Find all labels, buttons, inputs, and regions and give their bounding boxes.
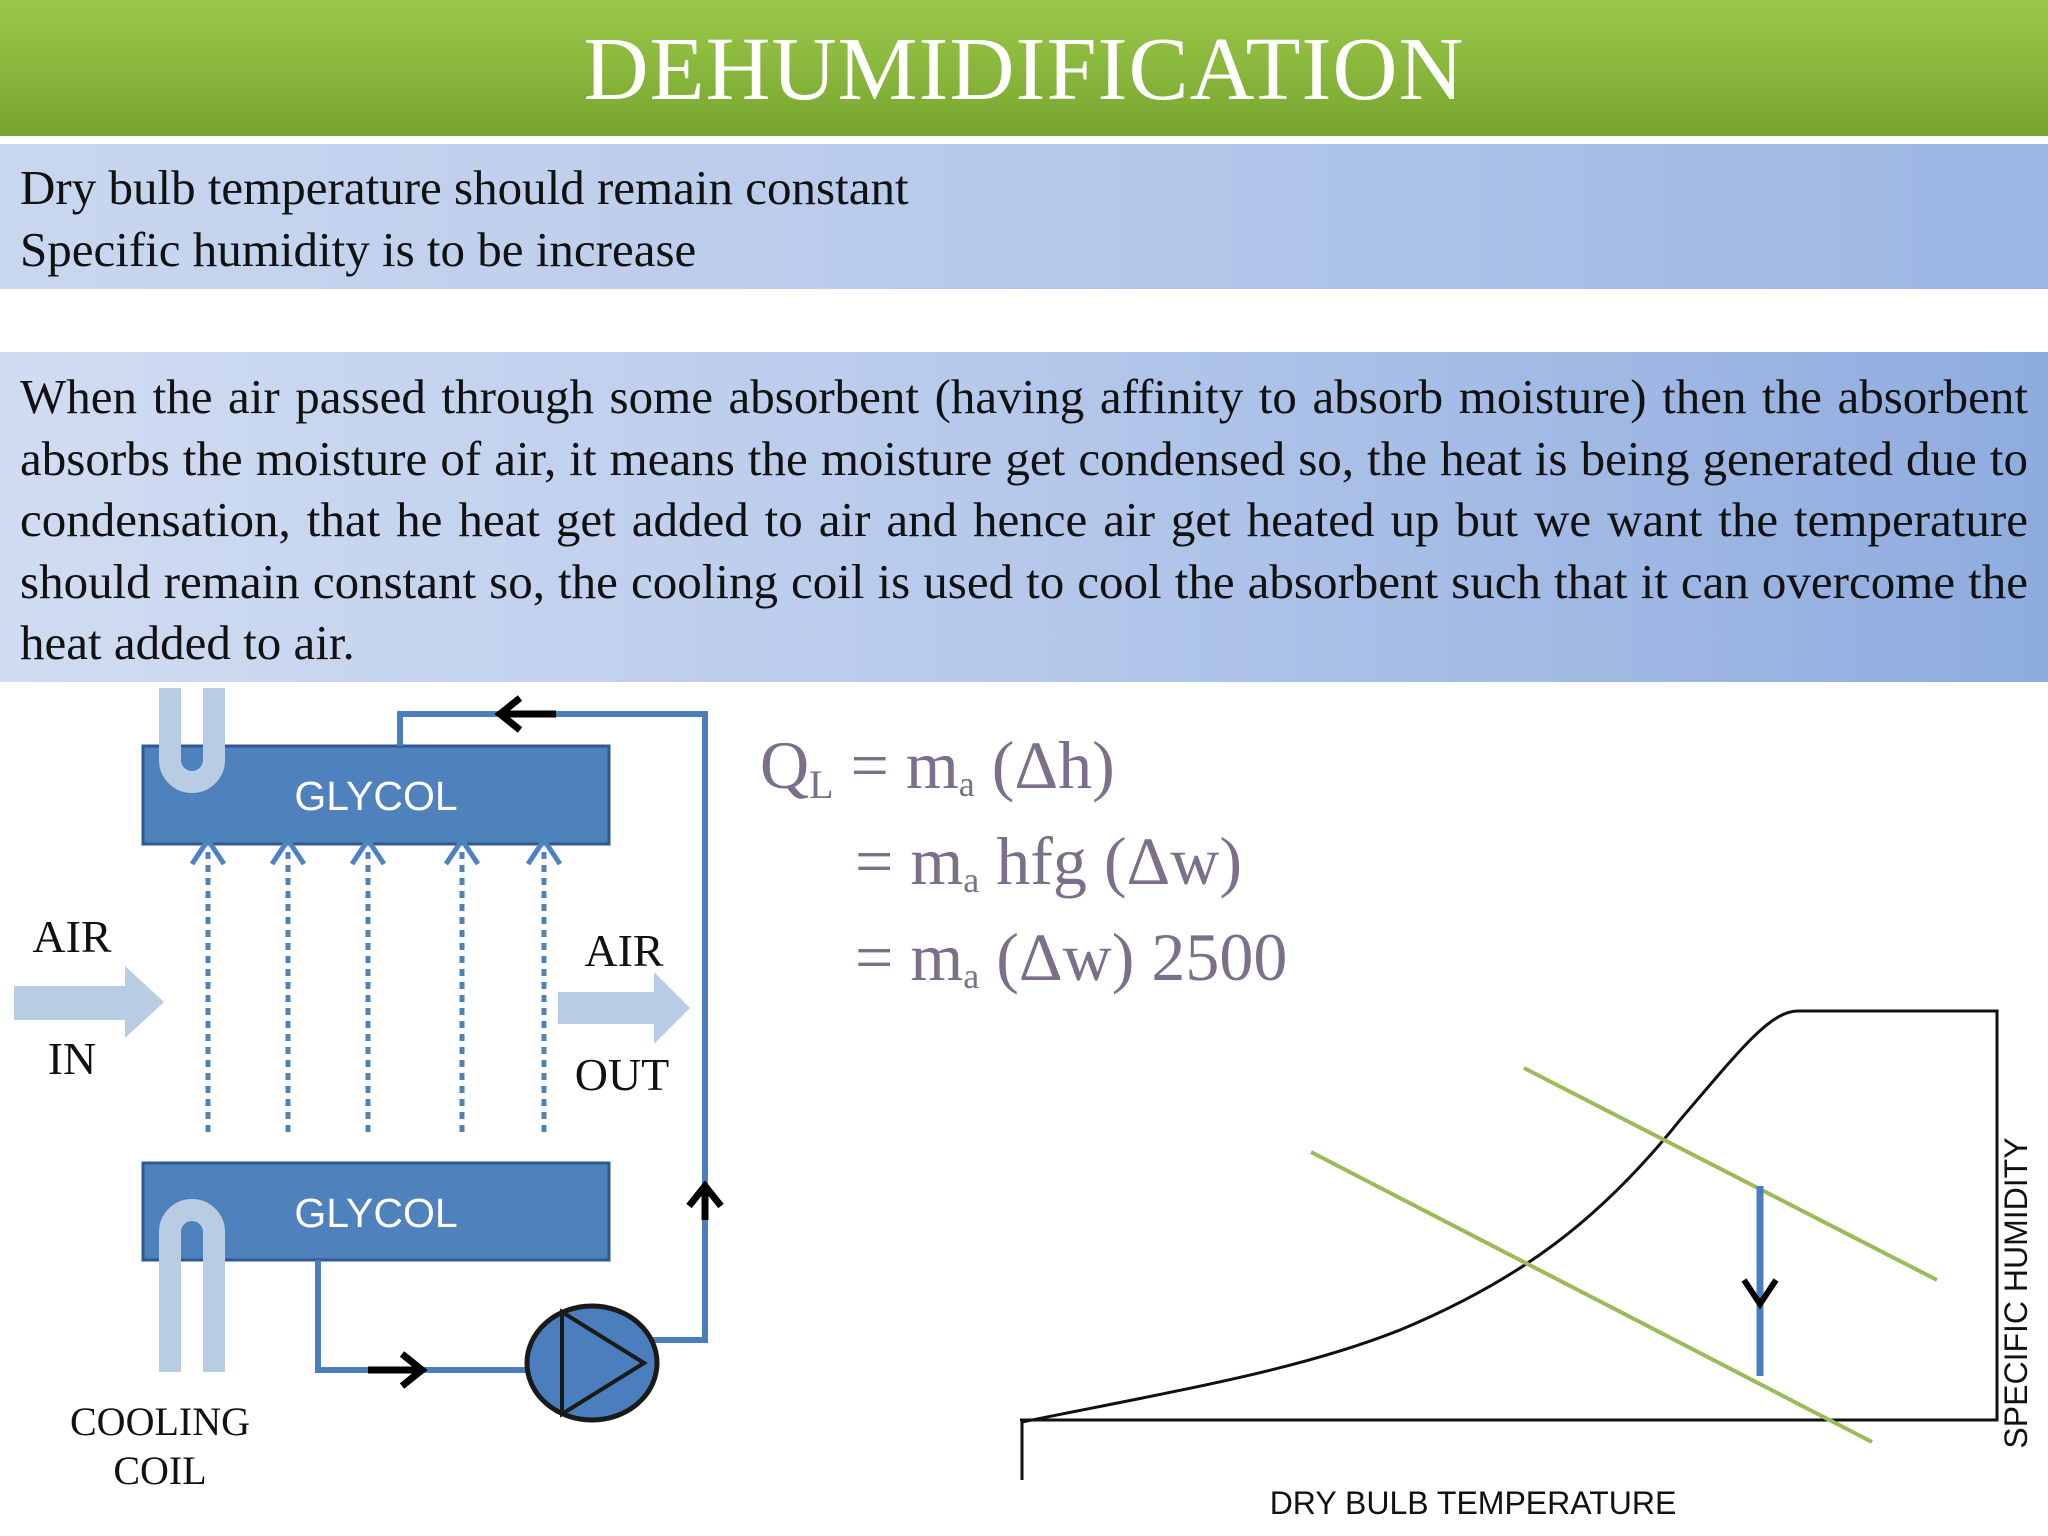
eq1-equals: = m [833,727,959,803]
air-in-label-1: AIR [32,911,112,962]
air-in-label-2: IN [47,1033,97,1084]
apparatus-diagram [14,688,721,1493]
bottom-glycol-label: GLYCOL [294,1190,458,1236]
chart-frame [1020,1011,1997,1420]
eq1-lhs: Q [760,727,810,803]
chart-y-label: SPECIFIC HUMIDITY [1998,1137,2034,1449]
eq3-tail: (Δw) 2500 [979,919,1288,995]
chart-x-label: DRY BULB TEMPERATURE [1269,1485,1677,1521]
description-paragraph: When the air passed through some absorbent (having affinity to absorb moisture) then the absorbent absorbs the moisture of air, it means the moisture get condensed so, the heat is being generated due to condensation, that he heat get added to air and hence air get heated up but we want the temperature should remain constant so, the cooling coil is used to cool the absorbent such that it can overcome the heat added to air. [20,369,2028,670]
eq2-start: = m [855,823,964,899]
flow-arrow-right [689,1186,721,1220]
condition-specific-humidity: Specific humidity is to be increase [20,222,697,277]
equations [760,727,1287,996]
eq2-subscript: a [963,860,980,900]
slide-title: DEHUMIDIFICATION [583,20,1465,119]
cooling-coil-label-2: COIL [113,1448,207,1493]
enthalpy-line-upper [1524,1068,1937,1280]
eq3-subscript: a [963,956,980,996]
equation-line-1 [760,727,1115,807]
eq1-lhs-subscript: L [809,762,834,807]
enthalpy-line-lower [1311,1152,1872,1442]
eq2-tail: hfg (Δw) [979,823,1243,899]
condition-dry-bulb: Dry bulb temperature should remain constant [20,160,909,215]
eq1-tail: (Δh) [974,727,1115,803]
psychrometric-chart [1020,1011,2034,1521]
top-glycol-label: GLYCOL [294,773,458,819]
moisture-flow-arrows [192,840,560,1132]
flow-arrow-bottom [368,1354,422,1386]
pump [527,1306,657,1420]
equation-line-3 [855,919,1287,996]
eq1-subscript: a [958,764,975,804]
cooling-coil-label-1: COOLING [70,1399,250,1444]
flow-arrow-top [500,698,556,730]
air-out-label-1: AIR [584,925,664,976]
equation-line-2 [855,823,1242,900]
air-out-arrow [558,972,690,1044]
air-in-arrow [14,966,164,1038]
saturation-curve-visible [1022,1011,1798,1480]
air-out-label-2: OUT [574,1049,670,1100]
eq3-start: = m [855,919,964,995]
